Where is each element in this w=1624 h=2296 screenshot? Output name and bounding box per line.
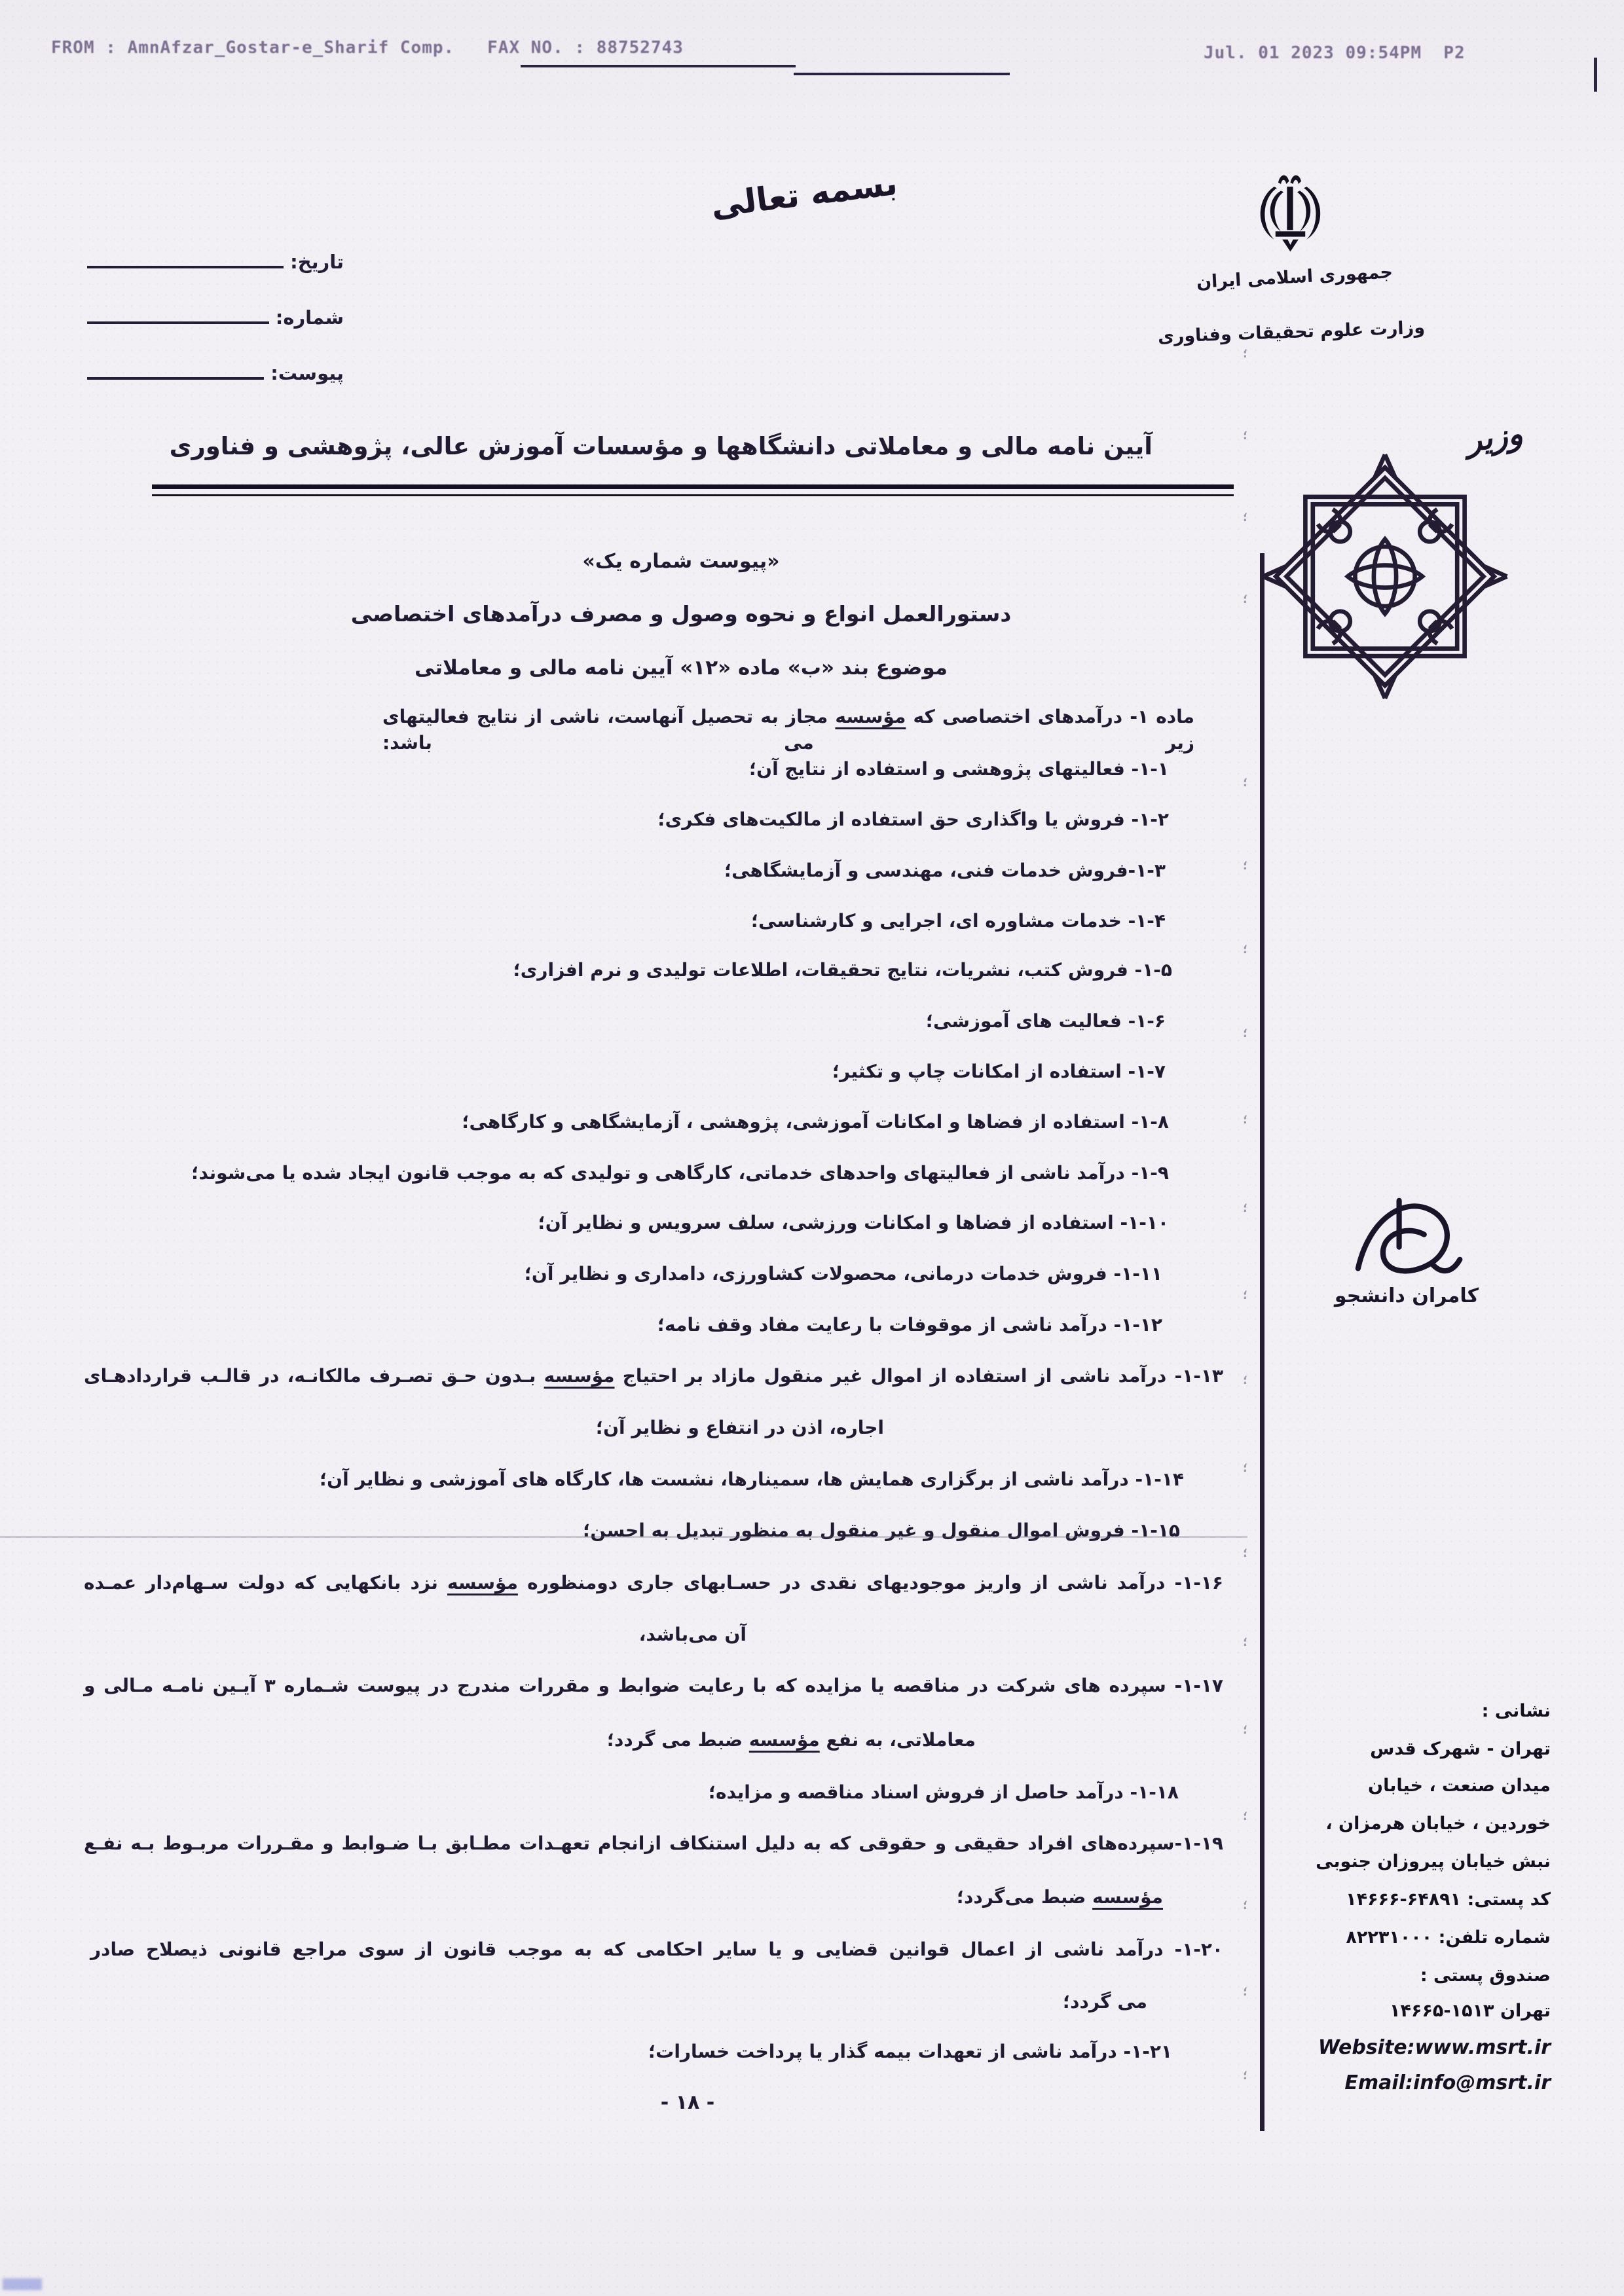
date-field-row (87, 251, 344, 273)
ornament-star-icon (1261, 444, 1509, 709)
number-field-row (87, 306, 344, 329)
article-line (957, 1884, 1163, 1910)
signature-scribble-icon (1329, 1186, 1483, 1285)
article-intro-line (382, 704, 1194, 756)
attachment-blank-line (87, 376, 264, 380)
ink-bleed-mark: ؛ (1243, 776, 1248, 790)
article-line: ۱-۱۰- استفاده از فضاها و امکانات ورزشی، سلف سرویس و نظایر آن؛ (538, 1212, 1169, 1233)
signatory-name: کامران دانشجو (1334, 1285, 1479, 1307)
article-line: آن می‌باشد، (638, 1624, 747, 1645)
article-text: ماده ۱- درآمدهای اختصاصی که (906, 706, 1195, 727)
fax-datetime-text: Jul. 01 2023 09:54PM (1204, 43, 1422, 63)
ink-bleed-mark: ؛ (1243, 1546, 1248, 1560)
article-line: ۱-۵- فروش کتب، نشریات، نتایج تحقیقات، اطلاعات تولیدی و نرم افزاری؛ (513, 959, 1172, 981)
fax-page-text: P2 (1443, 43, 1466, 63)
article-line: اجاره، اذن در انتفاع و نظایر آن؛ (595, 1417, 884, 1438)
contact-email: Email:info@msrt.ir (1344, 2071, 1551, 2094)
ministry-title: وزارت علوم تحقیقات وفناوری (1157, 317, 1426, 348)
ink-bleed-mark: ؛ (1243, 1201, 1248, 1215)
article-emphasis: مؤسسه (1092, 1886, 1163, 1908)
contact-heading: نشانی : (1481, 1701, 1551, 1721)
scan-streak (0, 1536, 1247, 1538)
article-line: ۱-۱۸- درآمد حاصل از فروش اسناد مناقصه و مزایده؛ (708, 1781, 1179, 1803)
article-emphasis: مؤسسه (447, 1572, 518, 1594)
article-line (607, 1727, 976, 1753)
article-text: ضبط می گردد؛ (606, 1729, 749, 1751)
number-blank-line (87, 321, 269, 324)
article-text: ۱-۱۶- درآمد ناشی از واریز موجودیهای نقدی در حسـابهای جاری دومنظوره (517, 1572, 1224, 1594)
article-line: ۱-۲- فروش یا واگذاری حق استفاده از مالکیت‌های فکری؛ (657, 809, 1169, 830)
bismillah-calligraphy: بسمه تعالی (709, 164, 900, 225)
article-line: ۱-۹- درآمد ناشی از فعالیتهای واحدهای خدماتی، کارگاهی و تولیدی که به موجب قانون ایجاد شده یا می‌شوند؛ (191, 1162, 1169, 1184)
postal-code-value: ۱۴۶۶۶-۶۴۸۹۱ (1346, 1889, 1462, 1910)
article-line: ۱-۱۴- درآمد ناشی از برگزاری همایش ها، سمینارها، نشست ها، کارگاه های آموزشی و نظایر آن؛ (319, 1468, 1184, 1490)
fax-header-from (51, 38, 684, 58)
fax-number-text: FAX NO. : 88752743 (487, 38, 684, 58)
page-number: - ۱۸ - (660, 2091, 715, 2114)
article-line: ۱-۱۵- فروش اموال منقول و غیر منقول به منظور تبدیل به احسن؛ (583, 1520, 1180, 1541)
article-text: معاملاتی، به نفع (819, 1729, 976, 1751)
article-emphasis: مؤسسه (835, 706, 906, 727)
ink-bleed-mark: ؛ (1243, 1027, 1248, 1040)
page-edge-tick (1594, 58, 1597, 92)
ink-bleed-mark: ؛ (1243, 2069, 1248, 2083)
phone-value: ۸۲۲۳۱۰۰۰ (1346, 1927, 1433, 1948)
ink-bleed-mark: ؛ (1243, 429, 1248, 443)
article-text: ضبط می‌گردد؛ (956, 1886, 1093, 1908)
article-line: ۱-۶- فعالیت های آموزشی؛ (925, 1010, 1166, 1032)
ink-bleed-mark: ؛ (1243, 1635, 1248, 1649)
republic-title: جمهوری اسلامی ایران (1196, 262, 1393, 293)
contact-website: Website:www.msrt.ir (1318, 2036, 1551, 2059)
article-text: نزد بانکهایی که دولت سـهام‌دار عمـده (84, 1572, 447, 1594)
attachment-field-row (87, 362, 344, 384)
ink-bleed-mark: ؛ (1243, 1985, 1248, 1999)
ink-bleed-mark: ؛ (1243, 1374, 1248, 1387)
contact-phone (1346, 1927, 1551, 1948)
ink-bleed-mark: ؛ (1243, 859, 1248, 873)
contact-pobox-label: صندوق پستی : (1420, 1965, 1551, 1986)
ink-bleed-mark: ؛ (1243, 592, 1248, 606)
number-label: شماره: (275, 306, 344, 329)
attachment-label: پیوست: (270, 362, 344, 384)
minister-title: وزیر (1464, 415, 1525, 460)
directive-heading: دستورالعمل انواع و نحوه وصول و مصرف درآمدهای اختصاصی (350, 601, 1012, 627)
main-title: آیین نامه مالی و معاملاتی دانشگاهها و مؤسسات آموزش عالی، پژوهشی و فناوری (169, 432, 1153, 460)
iran-emblem-icon (1249, 164, 1331, 265)
pobox-value: ۱۴۶۶۵-۱۵۱۳ (1390, 2001, 1494, 2021)
article-line: ۱-۲۱- درآمد ناشی از تعهدات بیمه گذار یا پرداخت خسارات؛ (648, 2041, 1172, 2062)
ink-bleed-mark: ؛ (1243, 1113, 1248, 1127)
fax-header-datetime (1204, 43, 1466, 63)
postal-code-label: کد پستی: (1467, 1889, 1551, 1910)
column-divider-line (1260, 553, 1264, 2131)
fax-from-text: FROM : AmnAfzar_Gostar-e_Sharif Comp. (51, 38, 455, 58)
ink-bleed-mark: ؛ (1243, 1461, 1248, 1475)
article-line: ۱-۱۹-سپرده‌های افراد حقیقی و حقوقی که به دلیل استنکاف ازانجام تعهـدات مطـابق بـا ضـوابط و مقـررات مربـوط بـه نفـع (84, 1832, 1223, 1854)
article-line: می گردد؛ (1062, 1991, 1147, 2013)
contact-address-line: تهران - شهرک قدس (1370, 1739, 1551, 1759)
attachment-heading: «پیوست شماره یک» (582, 550, 780, 573)
contact-pobox (1390, 2001, 1551, 2021)
contact-address-line: خوردین ، خیابان هرمزان ، (1325, 1813, 1551, 1834)
article-line: ۱-۳-فروش خدمات فنی، مهندسی و آزمایشگاهی؛ (724, 860, 1166, 881)
article-line: ۱-۱۱- فروش خدمات درمانی، محصولات کشاورزی، دامداری و نظایر آن؛ (524, 1263, 1162, 1285)
article-line: ۱-۱۷- سپرده های شرکت در مناقصه یا مزایده که با رعایت ضوابط و مقررات مندرج در پیوست شـماره ۳ آیـین نامـه مـالی و (84, 1675, 1223, 1696)
ink-bleed-mark: ؛ (1243, 1899, 1248, 1912)
article-line: ۱-۱- فعالیتهای پژوهشی و استفاده از نتایج آن؛ (748, 758, 1169, 780)
fax-underline-segment-2 (794, 73, 1010, 75)
contact-address-line: نبش خیابان پیروزان جنوبی (1316, 1851, 1551, 1872)
article-line: ۱-۱۲- درآمد ناشی از موقوفات با رعایت مفاد وقف نامه؛ (657, 1314, 1162, 1336)
contact-postal-code (1346, 1889, 1551, 1910)
pobox-city: تهران (1500, 2001, 1551, 2021)
ink-bleed-mark: ؛ (1243, 1288, 1248, 1302)
date-blank-line (87, 265, 284, 268)
article-emphasis: مؤسسه (544, 1365, 615, 1387)
contact-address-line: میدان صنعت ، خیابان (1368, 1776, 1551, 1796)
article-line: ۱-۴- خدمات مشاوره ای، اجرایی و کارشناسی؛ (750, 910, 1166, 932)
ink-bleed-mark: ؛ (1243, 943, 1248, 957)
ink-bleed-mark: ؛ (1243, 347, 1248, 361)
article-line: ۱-۷- استفاده از امکانات چاپ و تکثیر؛ (832, 1061, 1166, 1082)
ink-bleed-mark: ؛ (1243, 1810, 1248, 1823)
ink-bleed-mark: ؛ (1243, 1723, 1248, 1737)
article-line (84, 1570, 1223, 1596)
article-text: بـدون حـق تصـرف مالکانـه، در قالـب قراردادهـای (84, 1365, 544, 1387)
corner-watermark-smudge (3, 2278, 42, 2290)
date-label: تاریخ: (290, 251, 344, 273)
article-text: ۱-۱۳- درآمد ناشی از استفاده از اموال غیر منقول مازاد بر احتیاج (614, 1365, 1224, 1387)
subject-heading: موضوع بند «ب» ماده «۱۲» آیین نامه مالی و معاملاتی (415, 656, 948, 680)
article-line: ۱-۸- استفاده از فضاها و امکانات آموزشی، پژوهشی ، آزمایشگاهی و کارگاهی؛ (462, 1111, 1169, 1133)
article-line (84, 1363, 1223, 1389)
article-text: مجاز به تحصیل آنهاست، ناشی از نتایج فعالیتهای زیر می باشد: (382, 706, 1194, 754)
fax-underline-segment-1 (521, 65, 796, 67)
ink-bleed-mark: ؛ (1243, 511, 1248, 524)
phone-label: شماره تلفن: (1438, 1927, 1551, 1948)
article-emphasis: مؤسسه (748, 1729, 820, 1751)
title-double-rule (152, 484, 1234, 496)
article-line: ۱-۲۰- درآمد ناشی از اعمال قوانین قضایی و یا سایر احکامی که به موجب قانون از سوی مراجع قانونی ذیصلاح صادر (90, 1939, 1223, 1960)
